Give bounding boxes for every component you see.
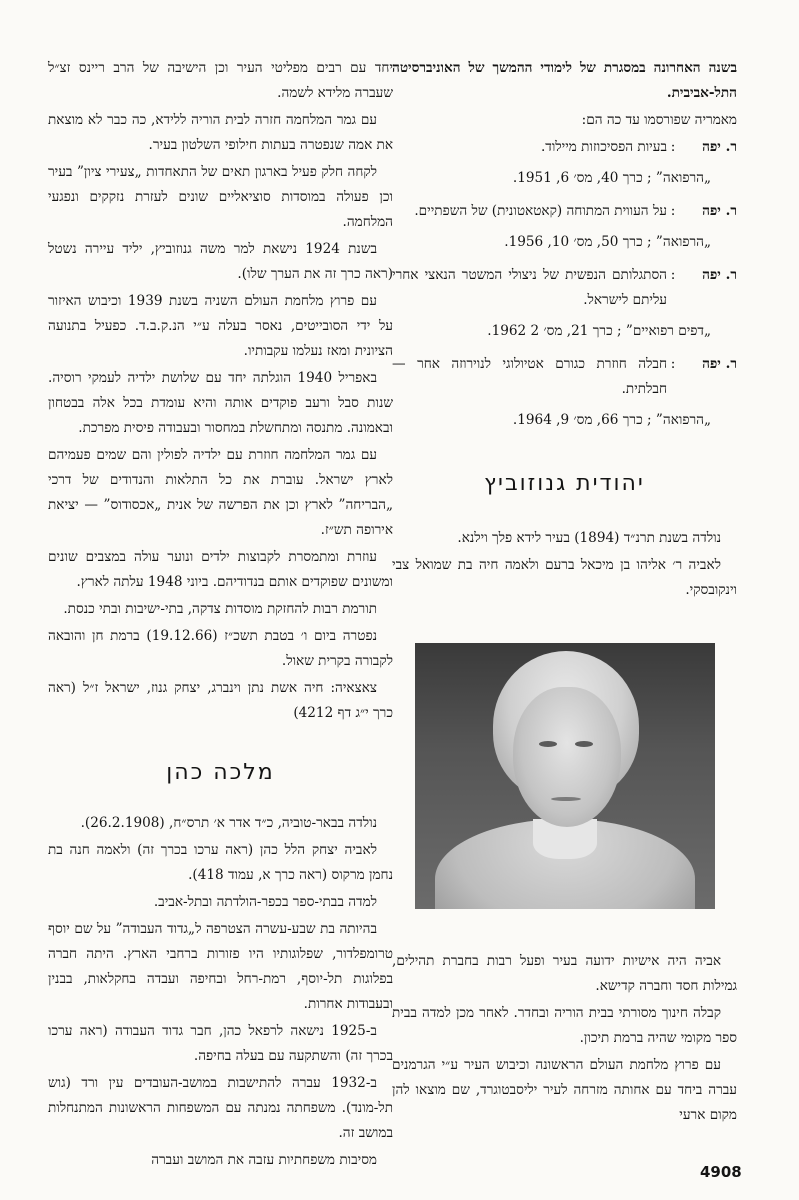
paragraph: ב-1925 נישאה לרפאל כהן, חבר גדוד העבודה (ראה ערכו בכרך זה) והשתקעה עם בעלה בחיפה. [48,1023,393,1064]
publication-item [392,263,737,344]
publication-item [392,199,737,255]
publication-author: ר. יפה [702,356,737,372]
portrait-eye [539,741,557,747]
publication-title: על העווית המתוחה (קאטאטונית) של השפתיים. [414,203,667,219]
publication-author: ר. יפה [702,139,737,155]
publication-reference: „הרפואה” ; כרך 50, מס׳ 10, 1956. [504,234,711,250]
publication-title: חבלה חוזרת כגורם אטיולוגי לנוירוזה אחר — חבלתית. [392,356,667,397]
publication-reference: „הרפואה” ; כרך 40, מס׳ 6, 1951. [512,170,711,186]
portrait-eye [575,741,593,747]
paragraph: בהיותה בת שבע-עשרה הצטרפה ל„גדוד העבודה” על שם יוסף טרומפלדור, שפלוגותיו היו פזורות ברחבי הארץ. היתה חברה בפלוגות תל-יוסף, רמת-רחל ובחיפה ועבדה בחקלאות, בבנין ובעבודות אחרות. [48,921,393,1012]
publications-intro: מאמריה שפורסמו עד כה הם: [581,112,737,128]
paragraph: תורמת רבות להחזקת מוסדות צדקה, בתי-ישיבות ובתי כנסת. [63,601,377,617]
bottom-text [392,949,737,1128]
paragraph: באפריל 1940 הוגלתה יחד עם שלושת ילדיה לעמקי רוסיה. שנות סבל ורעב פוקדים אותה והיא עומדת בכל אלה בבטחון ובאמונה. מתנסה ומתחשלת במחסור ובעבודה פיסית מפרכת. [48,370,393,436]
parents-paragraph: לאביה ר׳ אליהו בן מיכאל ברעם ולאמה חיה בת שמואל צבי וינקובסקי. [392,557,737,598]
paragraph: קבלה חינוך מסורתי בבית הוריה ובחדר. לאחר מכן למדה בבית ספר מקומי שהיה ברמת תיכון. [392,1005,737,1046]
portrait-mouth [551,797,581,801]
entry-title-malka-cohen: מלכה כהן [166,760,275,785]
publication-title: הסתגלותם הנפשית של ניצולי המשטר הנאצי אחרי עליתם לישראל. [392,267,667,308]
paragraph: עוזרת ומתמסרת לקבוצות ילדים ונוער עולה במצבים שונים ומשונים שפוקדים אותם בנדודיהם. ביוני 1948 עלתה לארץ. [48,549,393,590]
publication-title: בעיות הפסיכוזות מיילוד. [540,139,667,155]
paragraph: עם פרוץ מלחמת העולם השניה בשנת 1939 וכיבוש האיזור על ידי הסובייטים, נאסר בעלה ע״י הנ.ק.ב.ד. כפעיל בתנועה הציונית ומאז נעלמו עקבותיו. [48,293,393,359]
paragraph: למדה בבתי-ספר בכפר-הולדתה ובתל-אביב. [153,894,377,910]
paragraph: יחד עם רבים מפליטי העיר וכן הישיבה של הרב ריינס זצ״ל שעברה מלידא לשמה. [48,60,393,101]
publication-item [392,135,737,191]
left-column [48,56,393,1175]
publication-reference: „הרפואה” ; כרך 66, מס׳ 9, 1964. [512,412,711,428]
paragraph: מסיבות משפחתיות עזבה את המושב ועברה [151,1152,377,1168]
paragraph: לקחה חלק פעיל בארגון תאים של התאחדות „צעירי ציון” בעיר וכן פעולה במוסדות סוציאליים שונים לעזרת נזקקים ונפגעי המלחמה. [48,164,393,230]
publications-list [392,135,737,433]
publication-item [392,352,737,433]
paragraph: עם פרוץ מלחמת העולם הראשונה וכיבוש העיר ע״י הגרמנים עברה ביחד עם אחותה מזרחה לעיר יליסבטוגרד, שם מוצאו להן מקום ארעי [392,1057,737,1123]
paragraph: עם גמר המלחמה חוזרת עם ילדיה לפולין והם שמים פעמיהם לארץ ישראל. עוברת את כל התלאות והנדודים של דרכי „הבריחה” לארץ וכן את הפרשה של אנית „אכסודוס” — יציאת אירופה תש״ז. [48,447,393,538]
paragraph: לאביה יצחק הלל כהן (ראה ערכו בכרך זה) ולאמה חנה בת נחמן מרקוס (ראה כרך א, עמוד 418). [48,842,393,883]
paragraph: בשנת 1924 נישאת למר משה גנוזוביץ, יליד עיירה נשטל (ראה כרך זה את הערך שלו). [48,241,393,282]
publication-author: ר. יפה [702,267,737,283]
paragraph: אביה היה אישיות ידועה בעיר ופעל רבות בחברת תהילים, גמילות חסד וחברה קדישא. [392,953,737,994]
publication-separator: : [670,356,676,372]
paragraph: ב-1932 עברה להתישבות במושב-העובדים עין ורד (גוש תל-מונד). משפחתה נמנתה עם המשפחות הראשונות המתנחלות במושב זה. [48,1075,393,1141]
right-column [392,56,737,1130]
birth-paragraph: נולדה בשנת תרנ״ד (1894) בעיר לידא פלך וילנא. [457,530,721,546]
publication-author: ר. יפה [702,203,737,219]
publication-separator: : [670,203,676,219]
paragraph: נולדה בבאר-טוביה, כ״ד אדר א׳ תרס״ח, (26.2.1908). [80,815,377,831]
publication-separator: : [670,139,676,155]
paragraph: נפטרה ביום ו׳ בטבת תשכ״ז (19.12.66) ברמת חן והובאה לקבורה בקרית שאול. [48,628,393,669]
portrait-photo [415,643,715,909]
page-number: 4908 [700,1163,742,1181]
paragraph: עם גמר המלחמה חזרה לבית הוריה ללידא, כה כבר לא מוצאת את אמה שנפטרה בעתות חילופי השלטון בעיר. [48,112,393,153]
entry-title-genuzovich: יהודית גנוזוביץ [484,471,645,496]
intro-text: בשנה האחרונה במסגרת של לימודי ההמשך של האוניברסיטה התל-אביבית. [392,60,737,101]
descendants-paragraph: צאצאיה: חיה אשת נתן וינברג, יצחק גנוז, ישראל ז״ל (ראה כרך י״ג דף 4212) [48,680,393,721]
publication-separator: : [670,267,676,283]
publication-reference: „דפים רפואיים” ; כרך 21, מס׳ 2 1962. [487,323,711,339]
portrait-face [513,687,621,827]
